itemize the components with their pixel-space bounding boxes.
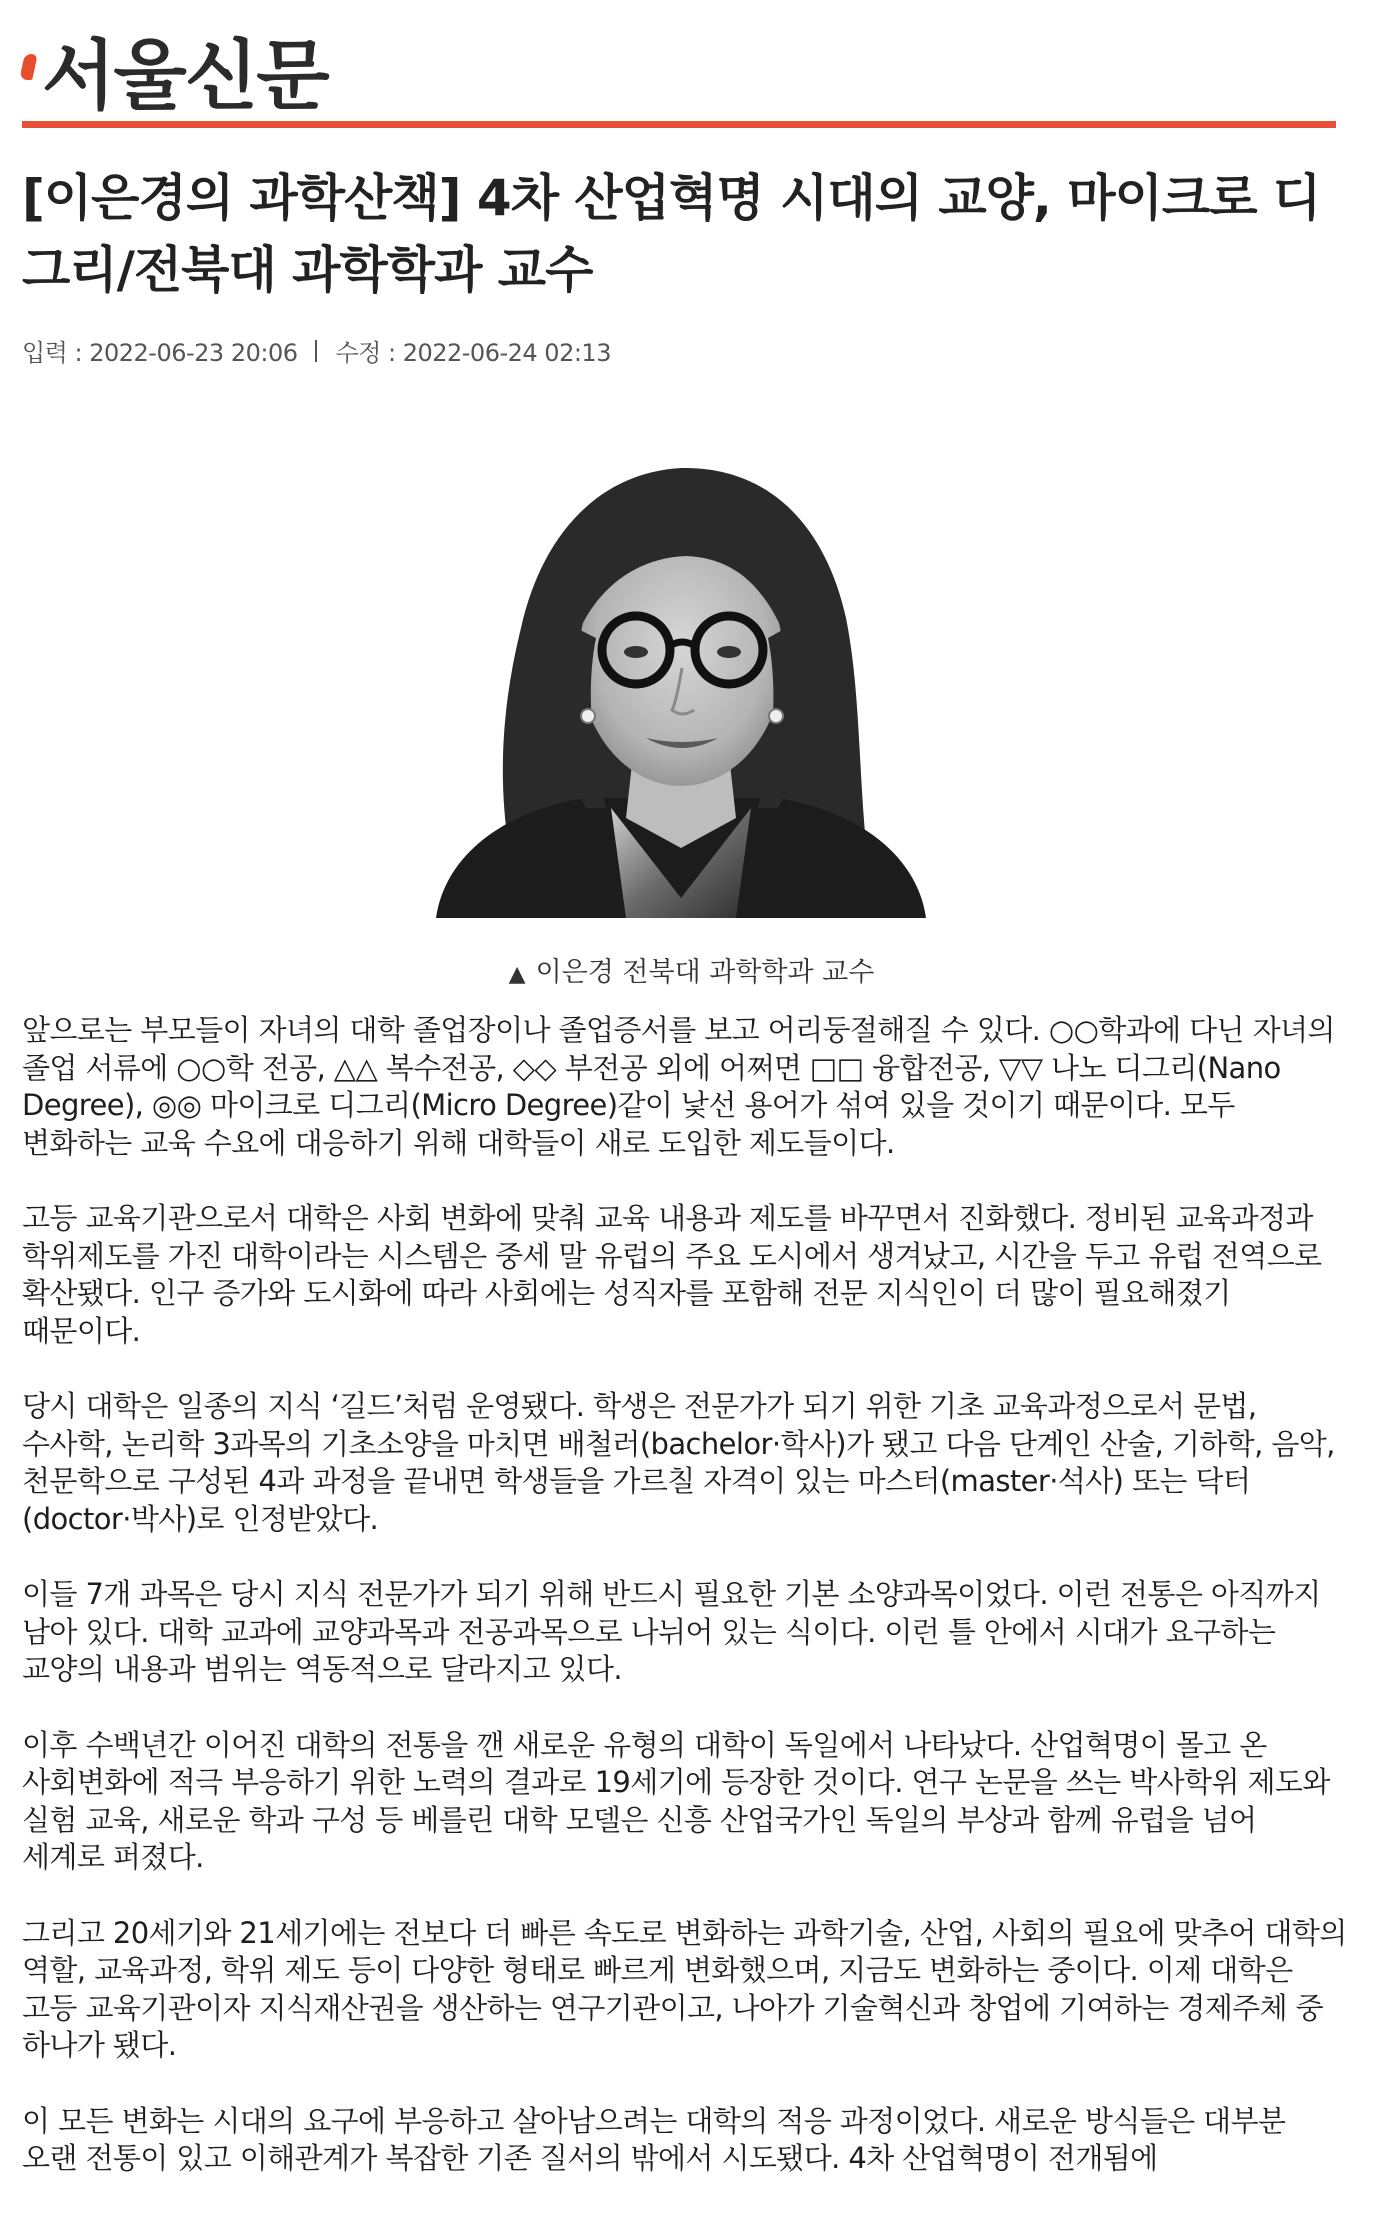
logo-text: 서울신문 bbox=[42, 31, 328, 120]
article-body bbox=[22, 1012, 1347, 2216]
caption-text: 이은경 전북대 과학학과 교수 bbox=[535, 957, 875, 988]
article-paragraph: 그리고 20세기와 21세기에는 전보다 더 빠른 속도로 변화하는 과학기술, 산업, 사회의 필요에 맞추어 대학의 역할, 교육과정, 학위 제도 등이 다양한 형태로 빠르게 변화했으며, 지금도 변화하는 중이다. 이제 대학은 고등 교육기관이자 지식재산권을 생산하는 연구기관이고, 나아가 기술혁신과 창업에 기여하는 경제주체 중 하나가 됐다. bbox=[22, 1915, 1347, 2062]
published-date: 입력 : 2022-06-23 20:06 bbox=[22, 339, 298, 367]
header-divider bbox=[22, 121, 1336, 128]
masthead bbox=[22, 14, 328, 120]
photo-caption bbox=[0, 950, 1383, 989]
article-paragraph: 당시 대학은 일종의 지식 ‘길드’처럼 운영됐다. 학생은 전문가가 되기 위한 기초 교육과정으로서 문법, 수사학, 논리학 3과목의 기초소양을 마치면 배철러(bachelor·학사)가 됐고 다음 단계인 산술, 기하학, 음악, 천문학으로 구성된 4과 과정을 끝내면 학생들을 가르칠 자격이 있는 마스터(master·석사) 또는 닥터(doctor·박사)로 인정받았다. bbox=[22, 1389, 1335, 1536]
site-logo[interactable] bbox=[22, 31, 328, 120]
caption-triangle-icon: ▲ bbox=[508, 962, 526, 987]
meta-separator bbox=[315, 340, 317, 362]
article-meta bbox=[22, 333, 611, 368]
article-paragraph: 앞으로는 부모들이 자녀의 대학 졸업장이나 졸업증서를 보고 어리둥절해질 수 있다. ○○학과에 다닌 자녀의 졸업 서류에 ○○학 전공, △△ 복수전공, ◇◇ 부전공 외에 어쩌면 □□ 융합전공, ▽▽ 나노 디그리(Nano Degree), ◎◎ 마이크로 디그리(Micro Degree)같이 낯선 용어가 섞여 있을 것이기 때문이다. 모두 변화하는 교육 수요에 대응하기 위해 대학들이 새로 도입한 제도들이다. bbox=[22, 1013, 1335, 1160]
modified-date: 수정 : 2022-06-24 02:13 bbox=[335, 339, 611, 367]
article-paragraph: 고등 교육기관으로서 대학은 사회 변화에 맞춰 교육 내용과 제도를 바꾸면서 진화했다. 정비된 교육과정과 학위제도를 가진 대학이라는 시스템은 중세 말 유럽의 주요 도시에서 생겨났고, 시간을 두고 유럽 전역으로 확산됐다. 인구 증가와 도시화에 따라 사회에는 성직자를 포함해 전문 지식인이 더 많이 필요해졌기 때문이다. bbox=[22, 1201, 1322, 1348]
article-paragraph: 이후 수백년간 이어진 대학의 전통을 깬 새로운 유형의 대학이 독일에서 나타났다. 산업혁명이 몰고 온 사회변화에 적극 부응하기 위한 노력의 결과로 19세기에 등장한 것이다. 연구 논문을 쓰는 박사학위 제도와 실험 교육, 새로운 학과 구성 등 베를린 대학 모델은 신흥 산업국가인 독일의 부상과 함께 유럽을 넘어 세계로 퍼졌다. bbox=[22, 1727, 1330, 1874]
article-headline: [이은경의 과학산책] 4차 산업혁명 시대의 교양, 마이크로 디그리/전북대 과학학과 교수 bbox=[22, 169, 1321, 299]
portrait-image bbox=[436, 428, 926, 918]
author-photo bbox=[436, 428, 926, 918]
article-paragraph: 이 모든 변화는 시대의 요구에 부응하고 살아남으려는 대학의 적응 과정이었다. 새로운 방식들은 대부분 오랜 전통이 있고 이해관계가 복잡한 기존 질서의 밖에서 시도됐다. 4차 산업혁명이 전개됨에 bbox=[22, 2103, 1286, 2175]
article-paragraph: 이들 7개 과목은 당시 지식 전문가가 되기 위해 반드시 필요한 기본 소양과목이었다. 이런 전통은 아직까지 남아 있다. 대학 교과에 교양과목과 전공과목으로 나뉘어 있는 식이다. 이런 틀 안에서 시대가 요구하는 교양의 내용과 범위는 역동적으로 달라지고 있다. bbox=[22, 1577, 1321, 1686]
